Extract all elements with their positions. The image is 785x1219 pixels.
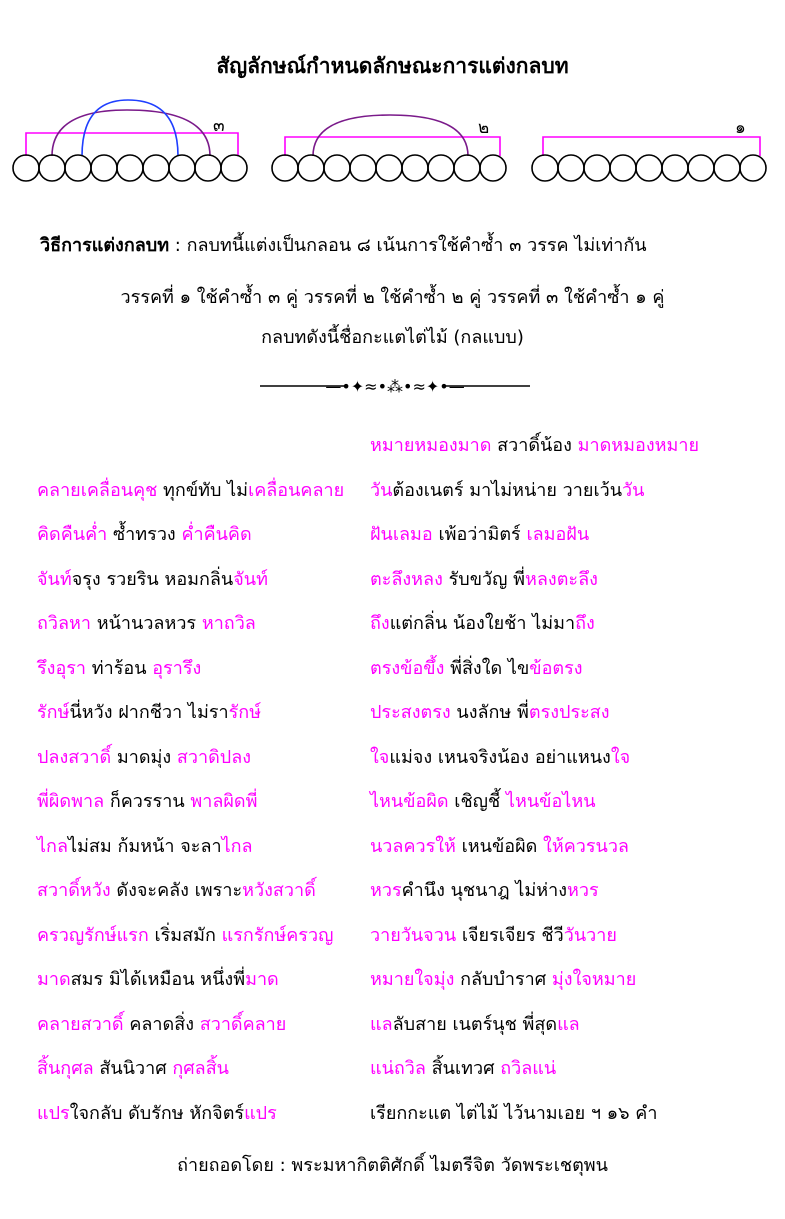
label-2: ๒	[478, 118, 490, 138]
poem-word: หน้านวลหวร	[91, 613, 202, 634]
poem-word: จันท์	[233, 568, 268, 590]
poem-word: หลงตะลึง	[525, 568, 598, 590]
poem-line-left	[37, 697, 261, 726]
poem-line-right	[370, 920, 617, 949]
label-3: ๓	[213, 116, 225, 136]
poem-word: พี่สิ่งใด ไข	[444, 657, 530, 679]
rhyme-scheme-diagram	[0, 95, 785, 195]
poem-word: หมายใจมุ่ง	[370, 969, 455, 990]
svg-text:—•✦≈•⁂•≈✦•—: —•✦≈•⁂•≈✦•—	[325, 377, 465, 396]
poem-word: ท่าร้อน	[86, 657, 153, 679]
poem-word: สวาดิ์หวัง	[37, 880, 111, 901]
poem-word: คลายเคลื่อนคุช	[37, 479, 158, 501]
poem-word: มาดหมองหมาย	[577, 435, 700, 456]
poem-word: ถวิลหา	[37, 613, 92, 634]
transcriber-credit: ถ่ายถอดโดย : พระมหากิตติศักดิ์ ไมตรีจิต วัดพระเชตุพน	[177, 1155, 608, 1176]
poem-line-right	[370, 608, 595, 637]
poem-word: ครวญรักษ์แรก	[37, 924, 149, 946]
poem-word: หวังสวาดิ์	[242, 880, 316, 901]
poem-word: ทุกข์ทับ ไม่	[157, 479, 249, 501]
poem-word: สิ้นเทวศ	[425, 1058, 501, 1079]
poem-word: ปลงสวาดิ์	[37, 746, 112, 768]
poem-word: รักษ์	[228, 702, 262, 723]
poem-word: หมายหมองมาด	[370, 435, 492, 456]
poem-word: ตรงข้อขึ้ง	[370, 657, 445, 679]
poem-line-right	[370, 1009, 580, 1038]
poem-line-left	[37, 920, 333, 949]
poem-word: เพ้อว่ามิตร์	[432, 524, 527, 545]
poem-word: ตะลึงหลง	[370, 568, 443, 590]
poem-word: กลับบำราศ	[454, 969, 552, 990]
poem-word: เริ่มสมัก	[148, 924, 222, 946]
poem-word: นงลักษ พี่	[450, 702, 529, 723]
poem-line-left	[37, 564, 268, 593]
poem-word: ไหนข้อไหน	[505, 791, 596, 812]
poem-line-right	[370, 697, 610, 726]
poem-word: ถึง	[575, 613, 595, 634]
poem-word: ใจ	[610, 746, 631, 768]
poem-word: ไกล	[37, 835, 68, 857]
poem-word: วันวาย	[563, 924, 617, 946]
poem-line-right	[370, 564, 598, 593]
poem-word: คำนึง นุชนาฎ ไม่ห่าง	[401, 880, 568, 901]
poem-line-left	[37, 786, 257, 815]
page-title: สัญลักษณ์กำหนดลักษณะการแต่งกลบท	[216, 54, 569, 78]
poem-word: รับขวัญ พี่	[442, 568, 526, 590]
poem-word: ให้ควรนวล	[543, 835, 629, 857]
poem-line-left	[37, 608, 256, 637]
poem-word: ฝันเลมอ	[370, 524, 433, 545]
poem-word: เหนข้อผิด	[455, 835, 544, 857]
poem-word: ค่ำคืนคิด	[181, 524, 252, 545]
verse-group-1	[532, 137, 766, 181]
verse-group-3	[13, 100, 247, 181]
poem-word: หวร	[567, 880, 599, 901]
poem-line-right	[370, 742, 630, 771]
poem-word: พี่ผิดพาล	[37, 791, 105, 812]
poem-word: แปร	[244, 1102, 277, 1124]
poem-word: สันนิวาศ	[93, 1058, 173, 1079]
poem-word: ไหนข้อผิด	[370, 791, 449, 812]
description-line-1	[40, 230, 780, 259]
poem-line-right	[370, 1053, 556, 1082]
poem-line-right	[370, 519, 589, 548]
poem-word: พาลผิดพี่	[190, 791, 258, 812]
poem-word: แรกรักษ์ครวญ	[221, 924, 334, 946]
poem-line-left	[37, 475, 344, 504]
poem-word: รักษ์	[37, 702, 70, 723]
poem-word: เจียรเจียร ชีวี	[456, 924, 564, 946]
label-1: ๑	[735, 118, 746, 138]
poem-word: มุ่งใจหมาย	[551, 969, 637, 990]
poem-word: นวลควรให้	[370, 835, 456, 857]
poem-word: แปร	[37, 1102, 70, 1124]
poem-word: กุศลสิ้น	[172, 1058, 229, 1079]
poem-line-left	[37, 742, 251, 771]
poem-word: สวาดิ์คลาย	[199, 1013, 287, 1035]
poem-word: แม่จง เหนจริงน้อง อย่าแหนง	[389, 746, 611, 768]
poem-word: ถึง	[370, 613, 390, 634]
poem-word: ข้อตรง	[529, 657, 583, 679]
poem-word: หาถวิล	[201, 613, 256, 634]
poem-word: สิ้นกุศล	[37, 1058, 94, 1079]
ornamental-divider	[255, 375, 535, 397]
poem-word: มาดมุ่ง	[111, 746, 177, 768]
poem-line-right	[370, 653, 583, 682]
poem-line-right	[370, 964, 636, 993]
poem-word: นี่หวัง ฝากชีวา ไม่รา	[69, 702, 229, 723]
poem-line-left	[37, 653, 201, 682]
poem-word: ใจ	[370, 746, 390, 768]
poem-line-left	[37, 964, 279, 993]
poem-line-right	[370, 430, 699, 459]
description-heading: วิธีการแต่งกลบท	[40, 235, 170, 256]
poem-word: ใจกลับ ดับรักษ หักจิตร์	[69, 1102, 245, 1124]
poem-word: ไม่สม ก้มหน้า จะลา	[67, 835, 222, 857]
poem-word: ซ้ำทรวง	[107, 524, 182, 545]
poem-word: ไกล	[221, 835, 253, 857]
poem-word: เลมอฝัน	[526, 524, 590, 545]
poem-word: สวาดิปลง	[176, 746, 252, 768]
poem-word: ประสงตรง	[370, 702, 451, 723]
poem-line-left	[37, 519, 252, 548]
poem-word: แล	[370, 1013, 393, 1035]
poem-word: เรียกกะแต ไต่ไม้ ไว้นามเอย ฯ ๑๖ คำ	[370, 1102, 658, 1124]
poem-line-left	[37, 831, 253, 860]
poem-word: ก็ควรราน	[104, 791, 191, 812]
poem-line-right	[370, 831, 629, 860]
poem-line-left	[37, 875, 316, 904]
description-text-1: : กลบทนี้แต่งเป็นกลอน ๘ เน้นการใช้คำซ้ำ ๓ วรรค ไม่เท่ากัน	[169, 235, 647, 256]
description-line-2: วรรคที่ ๑ ใช้คำซ้ำ ๓ คู่ วรรคที่ ๒ ใช้คำซ้ำ ๒ คู่ วรรคที่ ๓ ใช้คำซ้ำ ๑ คู่	[120, 287, 665, 308]
poem-word: จรุง รวยริน หอมกลิ่น	[71, 568, 234, 590]
poem-word: ตรงประสง	[528, 702, 610, 723]
poem-line-right	[370, 875, 599, 904]
verse-group-2	[272, 115, 506, 181]
poem-word: มาด	[37, 969, 71, 990]
poem-word: สวาดิ์น้อง	[491, 435, 578, 456]
poem-line-right	[370, 1098, 657, 1127]
poem-line-right	[370, 786, 596, 815]
poem-word: รึงอุรา	[37, 657, 87, 679]
poem-word: ลับสาย เนตร์นุช พี่สุด	[392, 1013, 558, 1035]
poem-word: แล	[557, 1013, 580, 1035]
poem-word: แต่กลิ่น น้องใยช้า ไม่มา	[389, 613, 576, 634]
poem-word: เคลื่อนคลาย	[248, 479, 345, 501]
poem-word: มาด	[245, 969, 279, 990]
poem-line-left	[37, 1009, 286, 1038]
poem-line-left	[37, 1053, 229, 1082]
poem-word: ต้องเนตร์ มาไม่หน่าย วายเว้น	[392, 479, 623, 501]
poem-line-left	[37, 1098, 277, 1127]
poem-word: คิดคืนค่ำ	[37, 524, 108, 545]
poem-word: จันท์	[37, 568, 72, 590]
poem-word: อุรารึง	[152, 657, 202, 679]
poem-word: คลายสวาดิ์	[37, 1013, 124, 1035]
poem-word: คลาดสิ่ง	[123, 1013, 200, 1035]
description-line-3: กลบทดังนี้ชื่อกะแตไต่ไม้ (กลแบบ)	[261, 327, 524, 348]
poem-word: สมร มิได้เหมือน หนึ่งพี่	[70, 969, 246, 990]
poem-word: หวร	[370, 880, 402, 901]
poem-word: ถวิลแน่	[500, 1058, 557, 1079]
poem-word: วัน	[370, 479, 393, 501]
poem-line-right	[370, 475, 644, 504]
poem-word: ดังจะคลัง เพราะ	[110, 880, 243, 901]
poem-word: วัน	[622, 479, 645, 501]
poem-word: แน่ถวิล	[370, 1058, 426, 1079]
poem-word: เชิญชี้	[448, 791, 506, 812]
poem-word: วายวันจวน	[370, 924, 457, 946]
